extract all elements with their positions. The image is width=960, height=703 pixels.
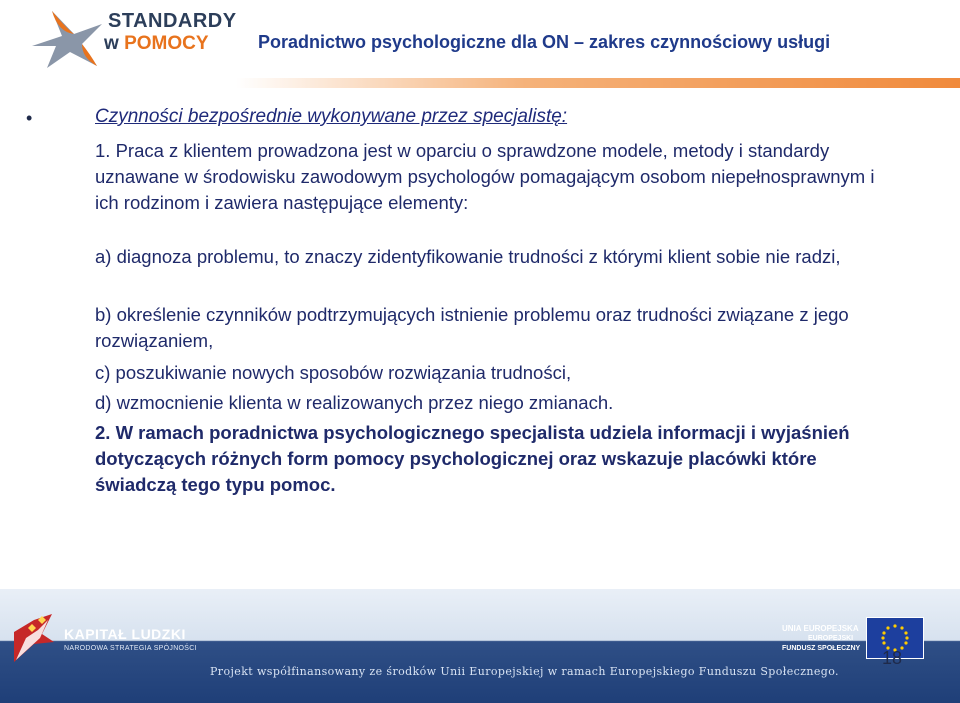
item-c: c) poszukiwanie nowych sposobów rozwiązania trudności,: [95, 362, 572, 383]
bullet-icon: •: [26, 108, 33, 128]
kapital-ludzki-subtitle: NARODOWA STRATEGIA SPÓJNOŚCI: [64, 645, 197, 652]
slide-title: Poradnictwo psychologiczne dla ON – zakres czynnościowy usługi: [258, 32, 831, 52]
ue-fund-label-1: EUROPEJSKI: [808, 635, 854, 642]
footer-cofinancing-note: Projekt współfinansowany ze środków Unii Europejskiej w ramach Europejskiego Funduszu Społecznego.: [210, 665, 839, 678]
kapital-ludzki-title: KAPITAŁ LUDZKI: [64, 626, 186, 642]
item-b: b) określenie czynników podtrzymujących istnienie problemu oraz trudności związane z jego rozwiązaniem,: [95, 304, 849, 351]
header-divider-bar: [236, 78, 960, 88]
ue-label: UNIA EUROPEJSKA: [782, 624, 859, 633]
page-number: 18: [882, 648, 903, 668]
section-heading: Czynności bezpośrednie wykonywane przez specjalistę:: [95, 106, 568, 127]
item-d: d) wzmocnienie klienta w realizowanych przez niego zmianach.: [95, 392, 614, 413]
kapital-ludzki-logo-icon: [12, 612, 56, 664]
item-a: a) diagnoza problemu, to znaczy zidentyfikowanie trudności z którymi klient sobie nie radzi,: [95, 246, 841, 267]
ue-fund-label-2: FUNDUSZ SPOŁECZNY: [782, 645, 861, 652]
header: [0, 0, 960, 78]
point-2: 2. W ramach poradnictwa psychologicznego specjalista udziela informacji i wyjaśnień dotyczących różnych form pomocy psychologicznej oraz wskazuje placówki które świadczą tego typu pomoc.: [95, 422, 850, 495]
logo-text-standardy: STANDARDY: [108, 10, 237, 32]
point-1: 1. Praca z klientem prowadzona jest w oparciu o sprawdzone modele, metody i standardy uznawane w środowisku zawodowym psychologów pomagającym osobom niepełnosprawnym i ich rodzinom i zawiera następujące elementy:: [95, 140, 875, 213]
logo-text-w-pomocy: w POMOCY: [104, 33, 209, 54]
